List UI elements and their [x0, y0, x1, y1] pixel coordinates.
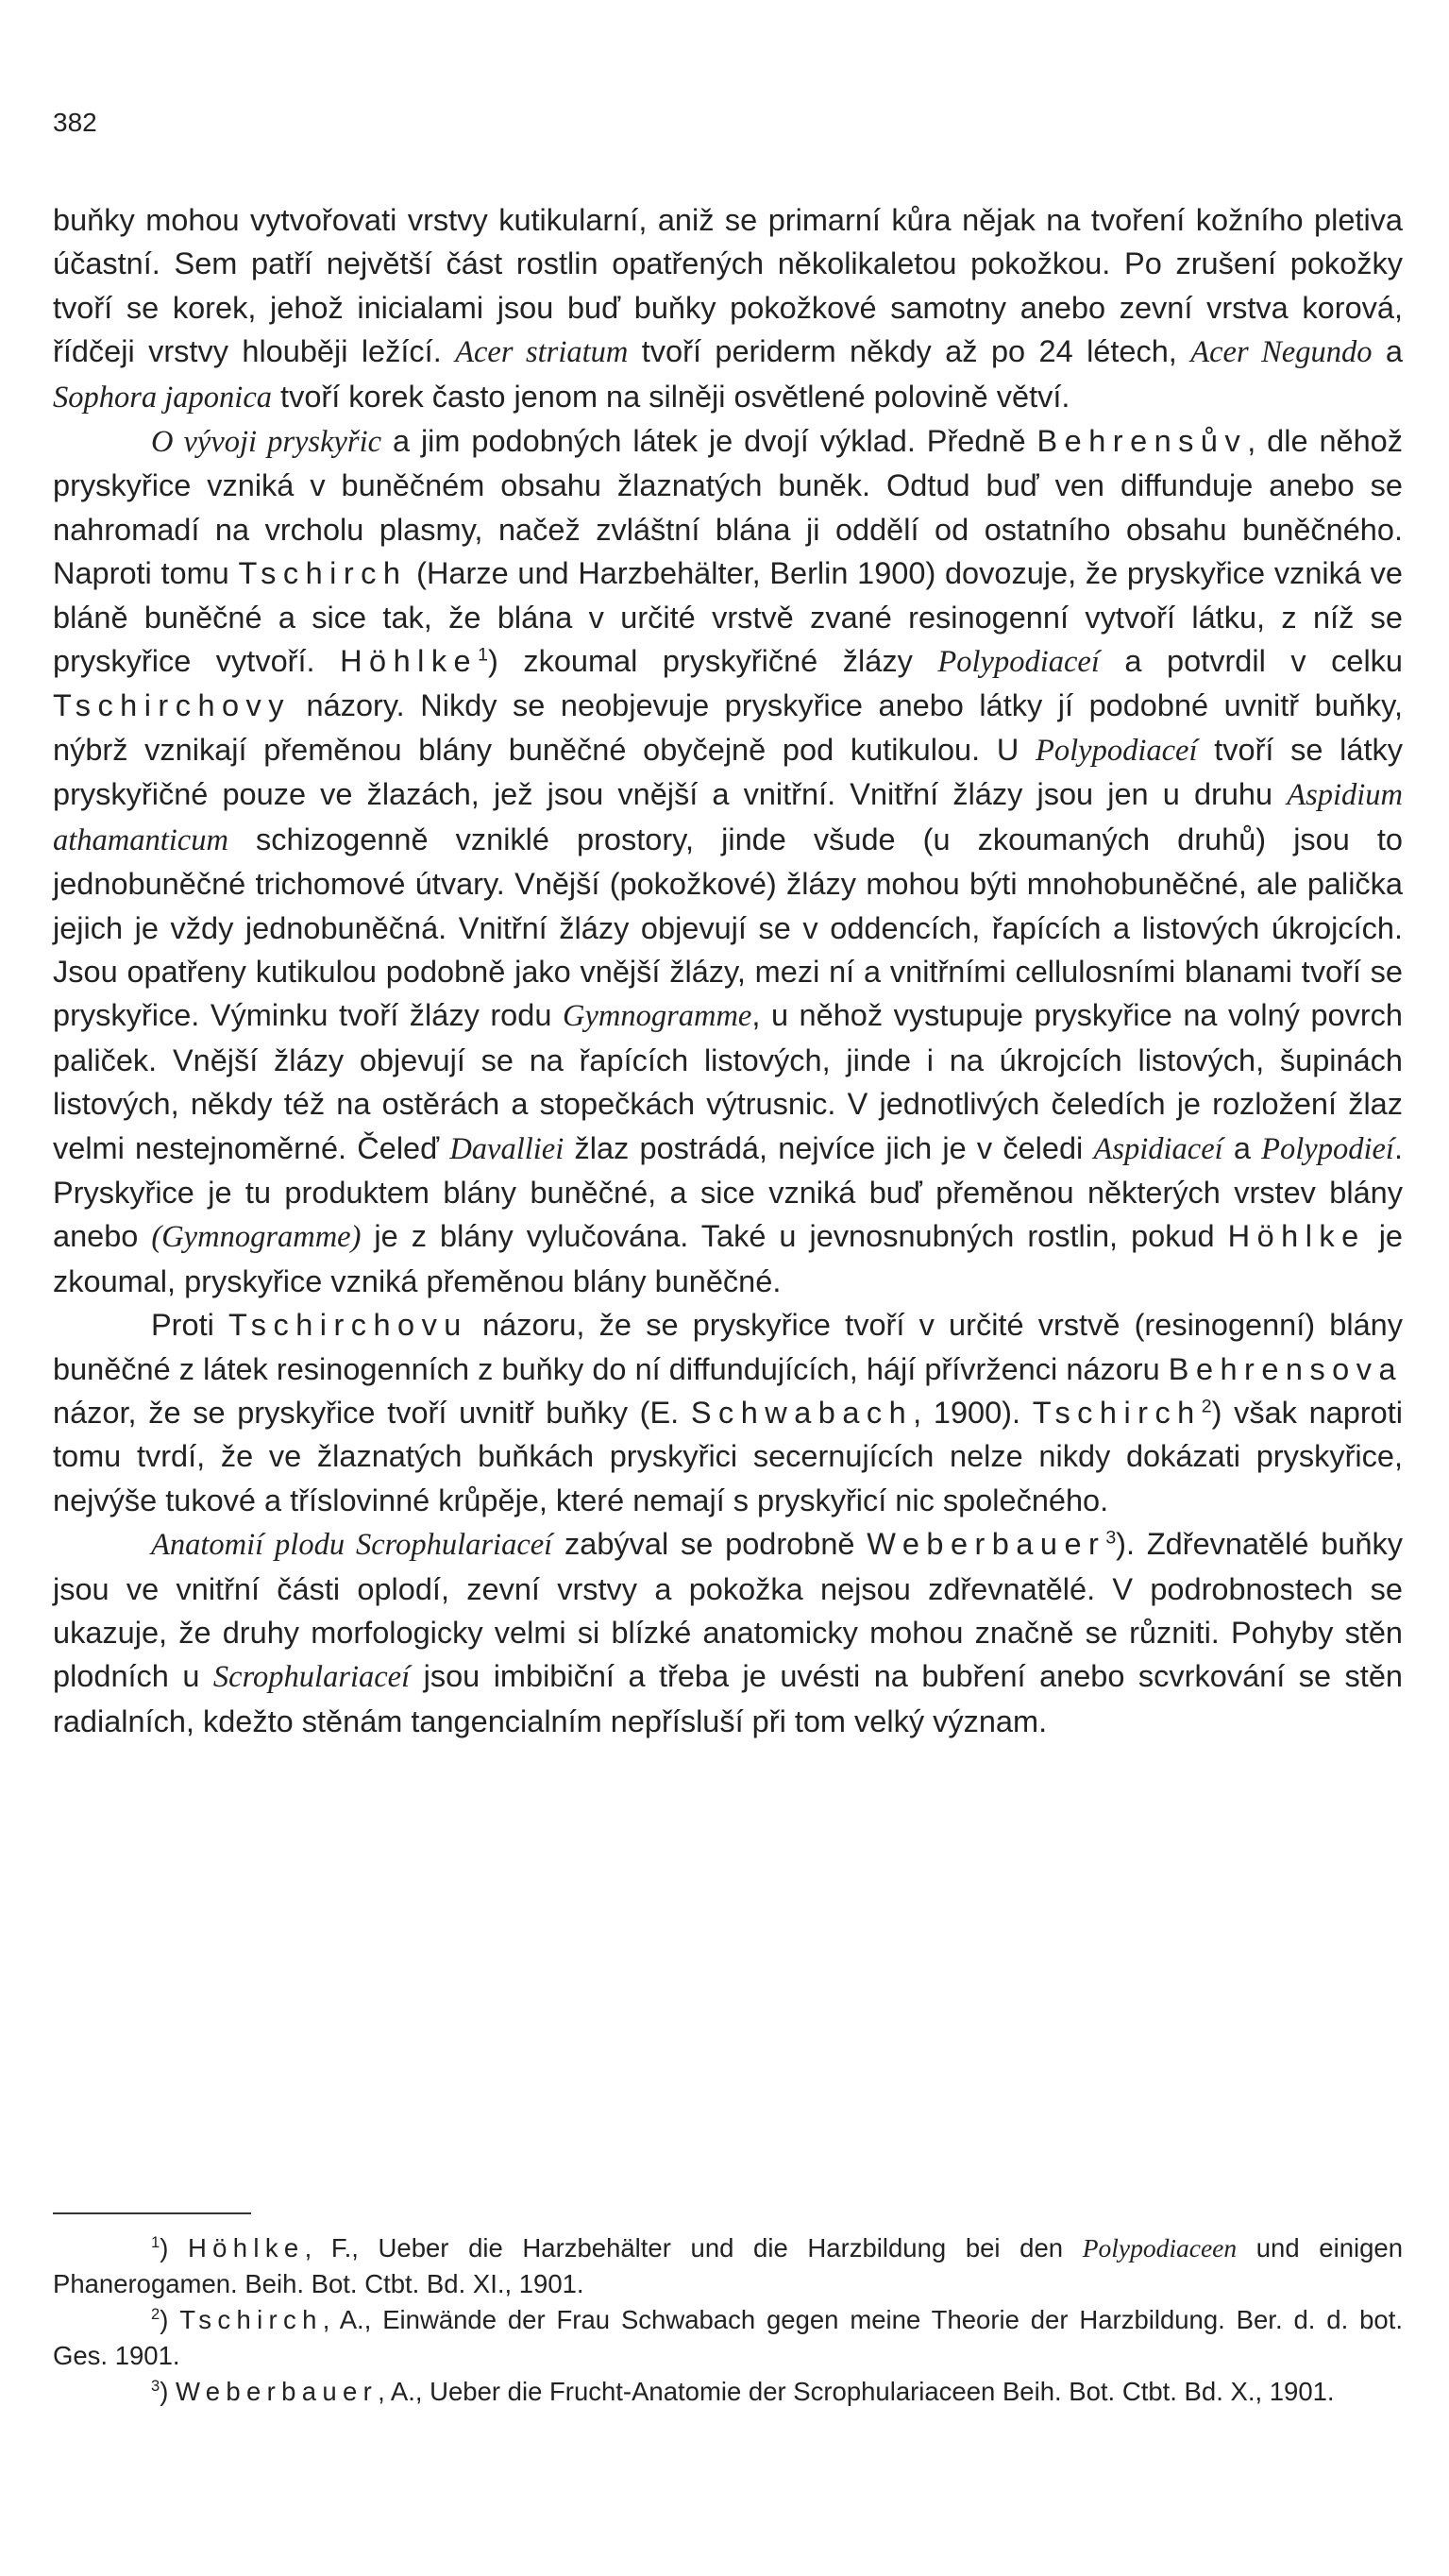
footnote-text: , A., Ueber die Frucht-Anatomie der Scrophulariaceen Beih. Bot. Ctbt. Bd. X., 1901.	[378, 2377, 1335, 2406]
footnote-divider	[53, 2212, 251, 2214]
paragraph	[53, 1303, 1403, 1522]
author-name: Tschirch	[238, 556, 408, 591]
footnote-marker: 1	[151, 2234, 160, 2252]
italic-text-run: Acer Negundo	[1190, 335, 1373, 370]
footnote-text: , A., Einwände der Frau Schwabach gegen meine Theorie der Harzbildung. Ber. d. d. bot. Ges. 1901.	[53, 2305, 1403, 2370]
italic-text-run: Anatomií plodu Scrophulariaceí	[151, 1528, 553, 1563]
author-name: Weberbauer	[176, 2377, 379, 2406]
paragraph	[53, 198, 1403, 419]
italic-text-run: Acer striatum	[455, 335, 629, 370]
text-run: názor, že se pryskyřice tvoří uvnitř buňky (E.	[53, 1395, 691, 1430]
body-text	[53, 198, 1403, 1743]
italic-text-run: Gymnogramme	[562, 999, 752, 1034]
footnote-text: )	[160, 2377, 176, 2406]
author-name: Behrensův	[1036, 424, 1248, 459]
text-run: , dle něhož pryskyřice vzniká v buněčném obsahu žlaznatých buněk. Odtud buď ven diffunduje anebo se nahromadí na vrcholu plasmy, načež zvláštní blána ji oddělí od ostatního obsahu buněčného. Naproti tomu	[53, 424, 1403, 591]
text-run: zabýval se podrobně	[552, 1527, 868, 1562]
text-run: je z blány vylučována. Také u jevnosnubných rostlin, pokud	[361, 1219, 1228, 1254]
author-name: Tschirchovu	[228, 1308, 468, 1343]
text-run: Proti	[151, 1308, 229, 1343]
footnote-text: , F., Ueber die Harzbehälter und die Harzbildung bei den	[304, 2233, 1083, 2262]
text-run: , 1900).	[913, 1395, 1033, 1430]
text-run: (Harze und Harzbehälter, Berlin 1900) dovozuje, že pryskyřice vzniká ve bláně buněčné a sice tak, že blána v určité vrstvě zvané resinogenní vytvoří látku, z níž se pryskyřice vytvoří.	[53, 556, 1403, 679]
text-run: žlaz postrádá, nejvíce jich je v čeledi	[564, 1130, 1094, 1165]
footnote	[53, 2230, 1403, 2302]
author-name: Schwabach	[690, 1395, 914, 1430]
text-run: buňky mohou vytvořovati vrstvy kutikularní, aniž se primarní kůra nějak na tvoření kožního pletiva účastní. Sem patří největší část rostlin opatřených několikaletou pokožkou. Po zrušení pokožky tvoří se korek, jehož inicialami jsou buď buňky pokožkové samotny anebo zevní vrstva korová, řídčeji vrstvy hlouběji ležící.	[53, 203, 1403, 369]
text-run: . Pryskyřice je tu produktem blány buněčné, a sice vzniká buď přeměnou některých vrstev blány anebo	[53, 1130, 1403, 1254]
footnote-marker: 2	[1201, 1396, 1212, 1417]
paragraph	[53, 1522, 1403, 1743]
author-name: Höhlke	[1227, 1219, 1366, 1254]
text-run: je zkoumal, pryskyřice vzniká přeměnou blány buněčné.	[53, 1219, 1403, 1298]
author-name: Höhlke	[188, 2233, 305, 2262]
italic-text-run: Aspidium athamanticum	[53, 778, 1403, 857]
text-run: tvoří se látky pryskyřičné pouze ve žlazách, jež jsou vnější a vnitřní. Vnitřní žlázy jsou jen u druhu	[53, 732, 1403, 812]
footnote	[53, 2302, 1403, 2374]
paragraph	[53, 419, 1403, 1303]
text-run: a	[1222, 1130, 1262, 1165]
page-number: 382	[53, 108, 97, 137]
author-name: Tschirch	[179, 2305, 323, 2334]
text-run: schizogenně vzniklé prostory, jinde všude (u zkoumaných druhů) jsou to jednobuněčné trichomové útvary. Vnější (pokožkové) žlázy mohou býti mnohobuněčné, ale palička jejich je vždy jednobuněčná. Vnitřní žlázy objevují se v oddencích, řapících a listových úkrojcích. Jsou opatřeny kutikulou podobně jako vnější žlázy, mezi ní a vnitřními cellulosními blanami tvoří se pryskyřice. Výminku tvoří žlázy rodu	[53, 822, 1403, 1033]
footnote-marker: 2	[151, 2306, 160, 2324]
footnotes	[53, 2230, 1403, 2410]
footnote-text: )	[160, 2305, 180, 2334]
text-run: tvoří korek často jenom na silněji osvětlené polovině větví.	[272, 379, 1070, 414]
text-run: a	[1372, 334, 1403, 369]
author-name: Höhlke	[340, 644, 479, 679]
footnote-text: )	[160, 2233, 188, 2262]
author-name: Behrensova	[1168, 1351, 1403, 1386]
italic-text-run: O vývoji pryskyřic	[151, 425, 382, 460]
text-run: názory. Nikdy se neobjevuje pryskyřice anebo látky jí podobné uvnitř buňky, nýbrž vznikají přeměnou blány buněčné obyčejně pod kutikulou. U	[53, 688, 1403, 767]
italic-text-run: Polypodieí	[1261, 1131, 1394, 1166]
author-name: Weberbauer	[867, 1527, 1106, 1562]
text-run: ) zkoumal pryskyřičné žlázy	[487, 644, 938, 679]
footnote-marker: 1	[478, 644, 488, 666]
italic-text-run: Scrophulariaceí	[212, 1660, 411, 1695]
italic-text-run: Aspidiaceí	[1093, 1131, 1223, 1166]
italic-text-run: Polypodiaceí	[1036, 733, 1198, 768]
italic-text-run: (Gymnogramme)	[151, 1220, 362, 1255]
text-run: a jim podobných látek je dvojí výklad. Předně	[381, 424, 1037, 459]
text-run: a potvrdil v celku	[1099, 644, 1403, 679]
text-run: ) však naproti tomu tvrdí, že ve žlaznatých buňkách pryskyřici secernujících nelze nikdy dokázati pryskyřice, nejvýše tukové a tříslovinné krůpěje, které nemají s pryskyřicí nic společného.	[53, 1395, 1403, 1517]
footnote	[53, 2374, 1403, 2410]
text-run: názoru, že se pryskyřice tvoří v určité vrstvě (resinogenní) blány buněčné z látek resinogenních z buňky do ní diffundujících, hájí přívrženci názoru	[53, 1308, 1403, 1386]
italic-text-run: Davalliei	[449, 1131, 564, 1166]
italic-footnote-text: Polypodiaceen	[1082, 2233, 1238, 2262]
text-run: , u něhož vystupuje pryskyřice na volný povrch paliček. Vnější žlázy objevují se na řapících listových, jinde i na úkrojcích listových, šupinách listových, někdy též na ostěrách a stopečkách výtrusnic. V jednotlivých čeledích je rozložení žlaz velmi nestejnoměrné. Čeleď	[53, 998, 1403, 1165]
footnote-text: und einigen Phanerogamen. Beih. Bot. Ctbt. Bd. XI., 1901.	[53, 2233, 1403, 2298]
text-run: jsou imbibiční a třeba je uvésti na bubření anebo scvrkování se stěn radialních, kdežto stěnám tangencialním nepřísluší při tom velký význam.	[53, 1659, 1403, 1738]
footnote-marker: 3	[151, 2378, 160, 2396]
footnote-marker: 3	[1105, 1527, 1117, 1549]
italic-text-run: Sophora japonica	[53, 380, 273, 415]
text-run: tvoří periderm někdy až po 24 létech,	[628, 334, 1191, 369]
text-run: ). Zdřevnatělé buňky jsou ve vnitřní části oplodí, zevní vrstvy a pokožka nejsou zdřevnatělé. V podrobnostech se ukazuje, že druhy morfologicky velmi si blízké anatomicky mohou značně se různiti. Pohyby stěn plodních u	[53, 1527, 1403, 1694]
author-name: Tschirch	[1032, 1395, 1202, 1430]
author-name: Tschirchovy	[53, 688, 291, 723]
italic-text-run: Polypodiaceí	[937, 645, 1100, 680]
